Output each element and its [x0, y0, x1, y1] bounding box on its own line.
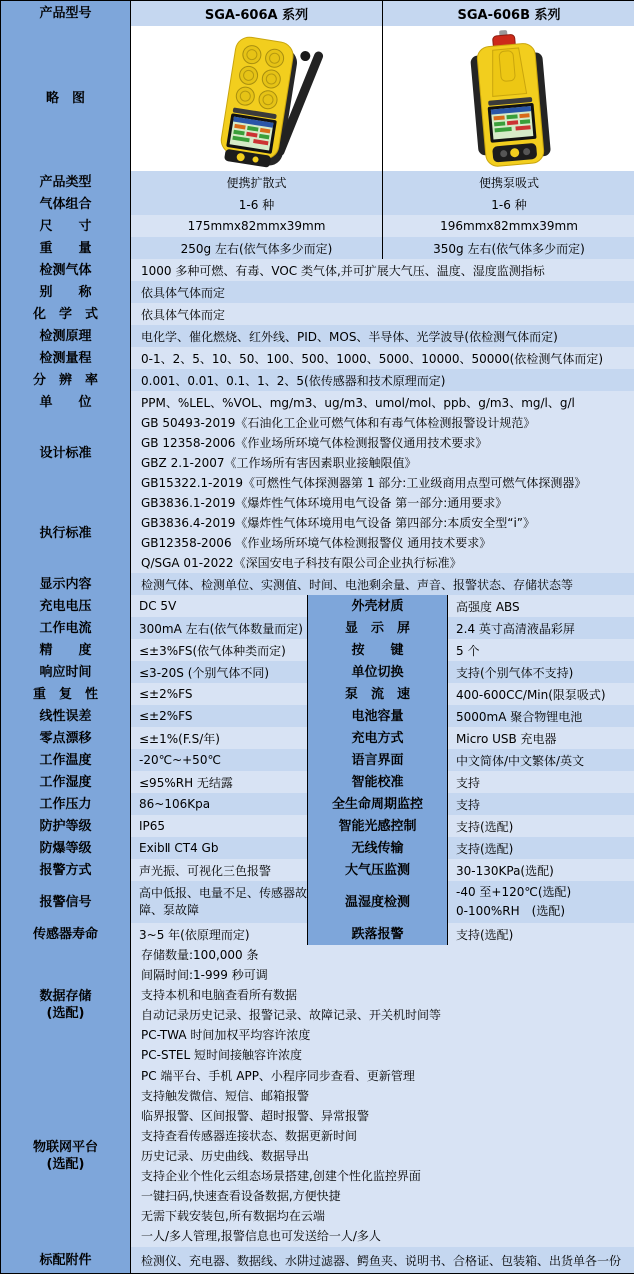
row-value: 300mA 左右(依气体数量而定) [131, 617, 308, 639]
row-value-b: 1-6 种 [383, 193, 634, 215]
row-value-b: 便携泵吸式 [383, 171, 634, 193]
row-label: 线性误差 [1, 705, 131, 727]
row-value: PPM、%LEL、%VOL、mg/m3、ug/m3、umol/mol、ppb、g/m3、mg/l、g/l [131, 391, 634, 413]
row-value-b: 196mmx82mmx39mm [383, 215, 634, 237]
row-label-line: 物联网平台 [32, 1140, 98, 1155]
standard-line: GB3836.1-2019《爆炸性气体环境用电气设备 第一部分:通用要求》 [141, 496, 508, 510]
row-label: 工作压力 [1, 793, 131, 815]
table-row [1, 859, 633, 881]
table-row [1, 705, 633, 727]
row-label: 全生命周期监控 [308, 793, 448, 815]
table-row [1, 617, 633, 639]
standard-line: GBZ 2.1-2007《工作场所有害因素职业接触限值》 [141, 456, 417, 470]
row-value: 检测仪、充电器、数据线、水阱过滤器、鳄鱼夹、说明书、合格证、包装箱、出货单各一份 [131, 1247, 634, 1273]
diffusion-detector-image [132, 27, 382, 170]
feature-line: PC-STEL 短时间接触容许浓度 [141, 1048, 302, 1062]
row-label: 别 称 [1, 281, 131, 303]
header-model-b: SGA-606B 系列 [383, 1, 634, 26]
row-value: 5000mA 聚合物锂电池 [448, 705, 634, 727]
row-label: 智能校准 [308, 771, 448, 793]
row-value: 依具体气体而定 [131, 281, 634, 303]
row-value: 高中低报、电量不足、传感器故障、泵故障 [131, 881, 308, 923]
feature-line: 临界报警、区间报警、超时报警、异常报警 [141, 1109, 370, 1123]
row-label: 温湿度检测 [308, 881, 448, 923]
row-value: 高强度 ABS [448, 595, 634, 617]
row-value: 声光振、可视化三色报警 [131, 859, 308, 881]
feature-line: 支持本机和电脑查看所有数据 [141, 988, 298, 1002]
table-row [1, 369, 633, 391]
row-value: 支持(个别气体不支持) [448, 661, 634, 683]
row-label: 无线传输 [308, 837, 448, 859]
row-value: DC 5V [131, 595, 308, 617]
row-label: 电池容量 [308, 705, 448, 727]
row-label: 检测量程 [1, 347, 131, 369]
row-label: 执行标准 [1, 493, 131, 573]
row-value: ≤±2%FS [131, 705, 308, 727]
row-label: 工作温度 [1, 749, 131, 771]
table-row [1, 749, 633, 771]
table-row [1, 595, 633, 617]
row-label: 跌落报警 [308, 923, 448, 945]
row-label: 检测原理 [1, 325, 131, 347]
row-label: 产品类型 [1, 171, 131, 193]
row-value: Micro USB 充电器 [448, 727, 634, 749]
row-label [1, 945, 131, 1065]
table-row [1, 347, 633, 369]
feature-line: 无需下载安装包,所有数据均在云端 [141, 1209, 325, 1223]
row-value: 支持(选配) [448, 815, 634, 837]
exec-standard-lines [131, 493, 634, 573]
row-value: IP65 [131, 815, 308, 837]
row-label: 显示内容 [1, 573, 131, 595]
row-label-line: (选配) [46, 1157, 85, 1172]
table-row [1, 923, 633, 945]
row-label: 报警方式 [1, 859, 131, 881]
row-label: 语言界面 [308, 749, 448, 771]
table-row [1, 391, 633, 413]
row-label-line: 数据存储 [39, 989, 92, 1004]
row-label: 响应时间 [1, 661, 131, 683]
feature-line: 支持触发微信、短信、邮箱报警 [141, 1089, 310, 1103]
exec-standard-row [1, 493, 633, 573]
table-row [1, 303, 633, 325]
accessories-row [1, 1247, 633, 1273]
header-product-model-label: 产品型号 [1, 1, 131, 26]
table-row [1, 683, 633, 705]
iot-platform-row [1, 1065, 633, 1247]
feature-line: 支持查看传感器连接状态、数据更新时间 [141, 1129, 358, 1143]
alarm-signal-row [1, 881, 633, 923]
feature-line: 间隔时间:1-999 秒可调 [141, 968, 268, 982]
row-value: 中文简体/中文繁体/英文 [448, 749, 634, 771]
row-value: 2.4 英寸高清液晶彩屏 [448, 617, 634, 639]
row-label: 重 复 性 [1, 683, 131, 705]
feature-line: 支持企业个性化云组态场景搭建,创建个性化监控界面 [141, 1169, 421, 1183]
row-label: 化 学 式 [1, 303, 131, 325]
table-row [1, 193, 633, 215]
storage-lines [131, 945, 634, 1065]
row-label: 报警信号 [1, 881, 131, 923]
row-value-a: 175mmx82mmx39mm [131, 215, 383, 237]
row-value: 30-130KPa(选配) [448, 859, 634, 881]
row-label: 显 示 屏 [308, 617, 448, 639]
table-row [1, 215, 633, 237]
row-label: 按 键 [308, 639, 448, 661]
row-label: 传感器寿命 [1, 923, 131, 945]
temp-humidity-values [448, 881, 634, 923]
row-label: 零点漂移 [1, 727, 131, 749]
feature-line: 存储数量:100,000 条 [141, 948, 259, 962]
row-label: 标配附件 [1, 1247, 131, 1273]
row-value: 依具体气体而定 [131, 303, 634, 325]
row-value: 检测气体、检测单位、实测值、时间、电池剩余量、声音、报警状态、存储状态等 [131, 573, 634, 595]
device-b-image-cell [383, 26, 634, 171]
table-row [1, 281, 633, 303]
row-value: 0.001、0.01、0.1、1、2、5(依传感器和技术原理而定) [131, 369, 634, 391]
feature-line: PC-TWA 时间加权平均容许浓度 [141, 1028, 311, 1042]
row-label: 外壳材质 [308, 595, 448, 617]
row-value: 5 个 [448, 639, 634, 661]
row-label: 防爆等级 [1, 837, 131, 859]
standard-line: GB3836.4-2019《爆炸性气体环境用电气设备 第四部分:本质安全型“i”》 [141, 516, 536, 530]
row-label: 智能光感控制 [308, 815, 448, 837]
standard-line: GB15322.1-2019《可燃性气体探测器第 1 部分:工业级商用点型可燃气体探测器》 [141, 476, 587, 490]
standard-line: GB 50493-2019《石油化工企业可燃气体和有毒气体检测报警设计规范》 [141, 416, 536, 430]
row-value: ≤±1%(F.S/年) [131, 727, 308, 749]
row-label: 尺 寸 [1, 215, 131, 237]
feature-line: 一键扫码,快速查看设备数据,方便快捷 [141, 1189, 341, 1203]
row-label: 大气压监测 [308, 859, 448, 881]
row-label: 泵 流 速 [308, 683, 448, 705]
sketch-label: 略 图 [1, 26, 131, 171]
row-label: 检测气体 [1, 259, 131, 281]
row-value: -20℃~+50℃ [131, 749, 308, 771]
row-label [1, 1065, 131, 1247]
sketch-row [1, 26, 633, 171]
row-value-a: 便携扩散式 [131, 171, 383, 193]
row-value: ≤3-20S (个别气体不同) [131, 661, 308, 683]
table-row [1, 815, 633, 837]
standard-line: Q/SGA 01-2022《深国安电子科技有限公司企业执行标准》 [141, 556, 462, 570]
feature-line: 一人/多人管理,报警信息也可发送给一人/多人 [141, 1229, 381, 1243]
standard-line: GB 12358-2006《作业场所环境气体检测报警仪通用技术要求》 [141, 436, 488, 450]
row-label: 精 度 [1, 639, 131, 661]
row-label: 分 辨 率 [1, 369, 131, 391]
data-storage-row [1, 945, 633, 1065]
row-value: ≤±2%FS [131, 683, 308, 705]
table-row [1, 837, 633, 859]
row-value: 支持 [448, 793, 634, 815]
table-row [1, 639, 633, 661]
table-row [1, 259, 633, 281]
row-label: 设计标准 [1, 413, 131, 493]
pump-detector-image [384, 27, 634, 170]
design-standard-row [1, 413, 633, 493]
row-value: 400-600CC/Min(限泵吸式) [448, 683, 634, 705]
row-value: 支持(选配) [448, 837, 634, 859]
row-value: 3~5 年(依原理而定) [131, 923, 308, 945]
row-value-line: -40 至+120℃(选配) [456, 885, 572, 899]
row-value: 电化学、催化燃烧、红外线、PID、MOS、半导体、光学波导(依检测气体而定) [131, 325, 634, 347]
row-value: ≤±3%FS(依气体种类而定) [131, 639, 308, 661]
row-value: ExibⅡ CT4 Gb [131, 837, 308, 859]
row-label: 防护等级 [1, 815, 131, 837]
table-row [1, 771, 633, 793]
row-value: 0-1、2、5、10、50、100、500、1000、5000、10000、50000(依检测气体而定) [131, 347, 634, 369]
row-label: 工作湿度 [1, 771, 131, 793]
table-row [1, 237, 633, 259]
table-row [1, 573, 633, 595]
row-value-line: 0-100%RH (选配) [456, 904, 565, 918]
row-label: 单 位 [1, 391, 131, 413]
feature-line: 历史记录、历史曲线、数据导出 [141, 1149, 310, 1163]
row-value: 支持 [448, 771, 634, 793]
row-label: 充电方式 [308, 727, 448, 749]
row-label: 重 量 [1, 237, 131, 259]
table-row [1, 325, 633, 347]
device-a-image-cell [131, 26, 383, 171]
row-label-line: (选配) [46, 1006, 85, 1021]
row-value-a: 250g 左右(依气体多少而定) [131, 237, 383, 259]
table-header-row [1, 1, 633, 26]
standard-line: GB12358-2006 《作业场所环境气体检测报警仪 通用技术要求》 [141, 536, 492, 550]
row-label: 气体组合 [1, 193, 131, 215]
iot-lines [131, 1065, 634, 1247]
table-row [1, 727, 633, 749]
row-value: 86~106Kpa [131, 793, 308, 815]
row-value: 1000 多种可燃、有毒、VOC 类气体,并可扩展大气压、温度、湿度监测指标 [131, 259, 634, 281]
row-value: 支持(选配) [448, 923, 634, 945]
row-label: 充电电压 [1, 595, 131, 617]
table-row [1, 171, 633, 193]
row-value-b: 350g 左右(依气体多少而定) [383, 237, 634, 259]
table-row [1, 661, 633, 683]
row-label: 工作电流 [1, 617, 131, 639]
design-standard-lines [131, 413, 634, 493]
header-model-a: SGA-606A 系列 [131, 1, 383, 26]
table-row [1, 793, 633, 815]
row-value-a: 1-6 种 [131, 193, 383, 215]
feature-line: 自动记录历史记录、报警记录、故障记录、开关机时间等 [141, 1008, 442, 1022]
feature-line: PC 端平台、手机 APP、小程序同步查看、更新管理 [141, 1069, 415, 1083]
row-value: ≤95%RH 无结露 [131, 771, 308, 793]
row-label: 单位切换 [308, 661, 448, 683]
